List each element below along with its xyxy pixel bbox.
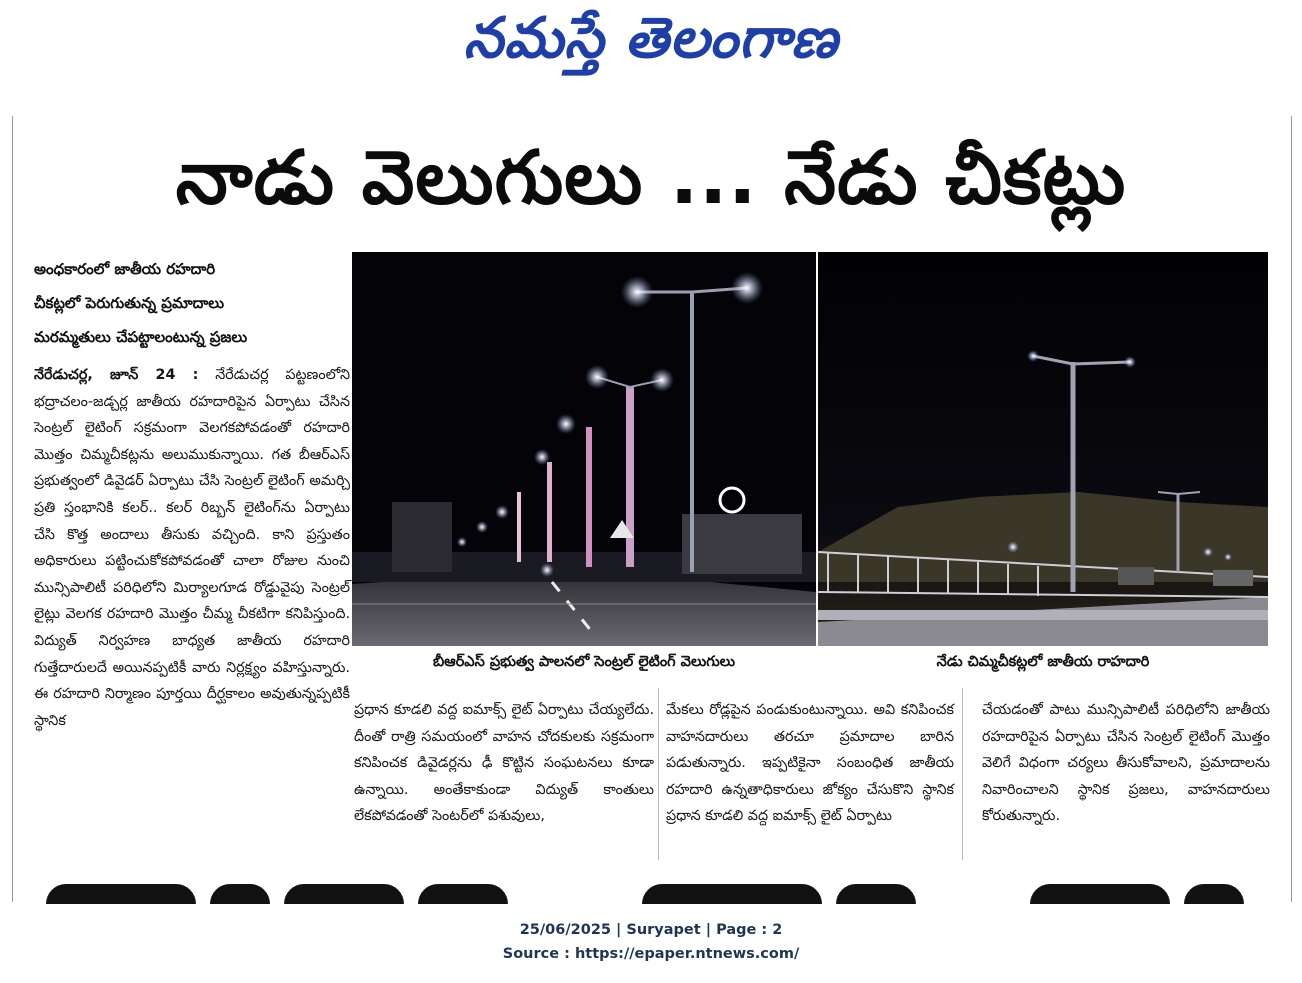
masthead-logo: నమస్తే తెలంగాణ [463, 6, 839, 71]
photo-lit-highway [352, 252, 816, 646]
story-text: నేరేడుచర్ల పట్టణంలోని భద్రాచలం-జడ్చర్ల జాతీయ రహదారిపైన ఏర్పాటు చేసిన సెంట్రల్ లైటింగ్ సక్రమంగా వెలగకపోవడంతో రహదారి మొత్తం చిమ్మచీకట్లను అలుముకున్నాయి. గత బీఆర్ఎస్ ప్రభుత్వంలో డివైడర్ ఏర్పాటు చేసి సెంట్రల్ లైటింగ్ అమర్చి ప్రతి స్తంభానికి కలర్.. కలర్ రిబ్బన్ లైటింగ్‌ను ఏర్పాటు చేసి కొత్త అందాలు తీసుకు వచ్చింది. కాని ప్రస్తుతం అధికారులు పట్టించుకోకపోవడంతో చాలా రోజుల నుంచి మున్సిపాలిటీ పరిధిలోని మిర్యాలగూడ రోడ్డువైపు సెంట్రల్ లైట్లు వెలగక రహదారి మొత్తం చీమ్మ చీకటిగా కనిపిస్తుంది. విద్యుత్ నిర్వహణ బాధ్యత జాతీయ రహదారి గుత్తేదారులదే అయినప్పటికీ వారు నిర్లక్ష్యం వహిస్తున్నారు. ఈ రహదారి నిర్మాణం పూర్తయి దీర్ఘకాలం అవుతున్నప్పటికీ స్థానిక [34, 367, 351, 729]
headline: నాడు వెలుగులు ... నేడు చీకట్లు [175, 135, 1127, 221]
deck-line: మరమ్మతులు చేపట్టాలంటున్న ప్రజలు [34, 328, 248, 346]
photo-dark-highway [818, 252, 1268, 646]
deck-line: చీకట్లలో పెరుగుతున్న ప్రమాదాలు [34, 294, 225, 312]
footer [0, 918, 1302, 966]
column-divider [962, 688, 963, 860]
column-divider [658, 688, 659, 860]
story-column-3: మేకలు రోడ్లపైన పండుకుంటున్నాయి. అవి కనిపించక వాహనదారులు తరచూ ప్రమాదాల బారిన పడుతున్నారు. ఇప్పటికైనా సంబంధిత జాతీయ రహదారి ఉన్నతాధికారులు జోక్యం చేసుకొని స్థానిక ప్రధాన కూడలి వద్ద ఐమాక్స్ లైట్ ఏర్పాటు [666, 702, 954, 825]
footer-source: Source : https://epaper.ntnews.com/ [502, 946, 800, 962]
photo-caption-left: బీఆర్ఎస్ ప్రభుత్వ పాలనలో సెంట్రల్ లైటింగ్ వెలుగులు [432, 654, 736, 670]
night-road-dark-image [818, 252, 1268, 646]
deck-subheadings [34, 252, 344, 354]
night-road-lit-image [352, 252, 816, 646]
photo-caption-right: నేడు చిమ్మచీకట్లలో జాతీయ రాహదారి [936, 654, 1150, 670]
footer-edition-info: 25/06/2025 | Suryapet | Page : 2 [519, 922, 783, 938]
next-headline-cropped [36, 884, 1276, 904]
story-column-4: చేయడంతో పాటు మున్సిపాలిటీ పరిధిలోని జాతీయ రహదారిపైన ఏర్పాటు చేసిన సెంట్రల్ లైటింగ్ మొత్తం వెలిగే విధంగా చర్యలు తీసుకోవాలని, ప్రమాదాలను నివారించాలని స్థానిక ప్రజలు, వాహనదారులు కోరుతున్నారు. [982, 702, 1270, 825]
story-column-2: ప్రధాన కూడలి వద్ద ఐమాక్స్ లైట్ ఏర్పాటు చేయ్యలేదు. దీంతో రాత్రి సమయంలో వాహన చోదకులకు సక్రమంగా కనిపించక డివైడర్లను ఢీ కొట్టిన సంఘటనలు కూడా ఉన్నాయి. అంతేకాకుండా విద్యుత్ కాంతులు లేకపోవడంతో సెంటర్‌లో పశువులు, [354, 702, 654, 825]
story-column-1 [34, 362, 350, 734]
dateline: నేరేడుచర్ల, జూన్ 24 : [34, 367, 199, 383]
deck-line: అంధకారంలో జాతీయ రహదారి [34, 260, 216, 278]
